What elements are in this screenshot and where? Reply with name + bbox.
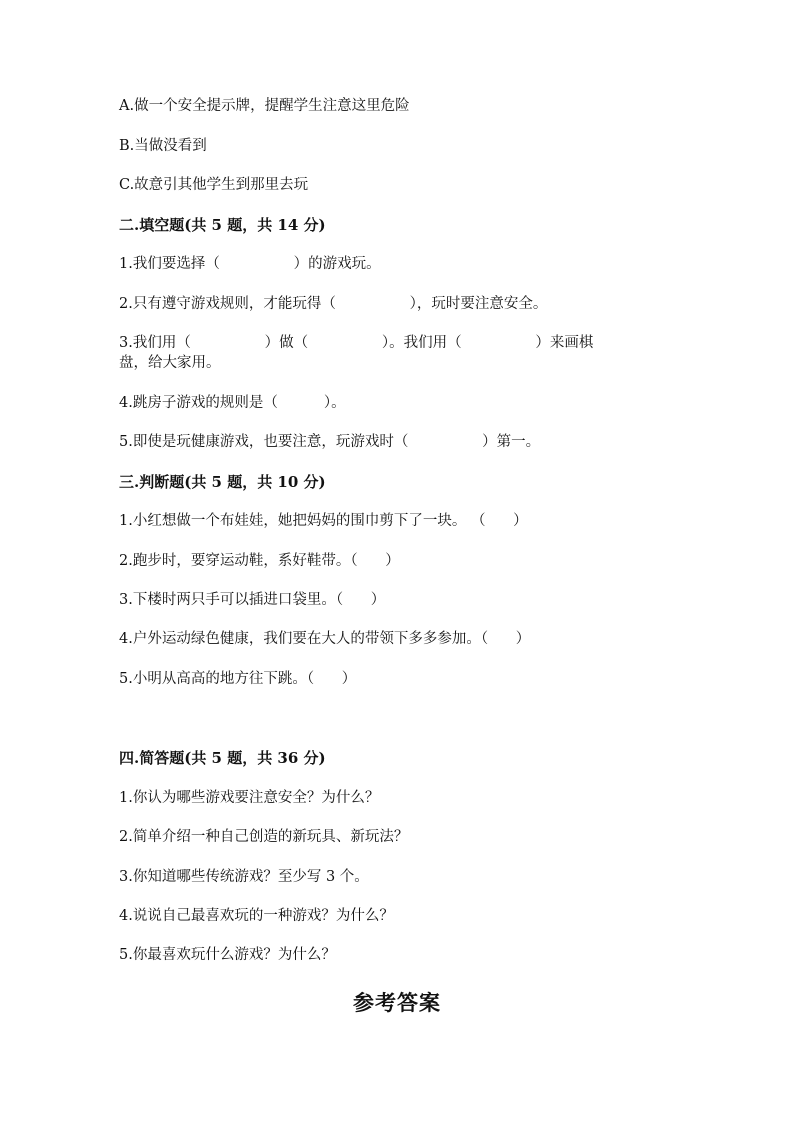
short-answer-question-3: 3.你知道哪些传统游戏？至少写 3 个。 (119, 869, 369, 885)
true-false-question-1: 1.小红想做一个布娃娃，她把妈妈的围巾剪下了一块。 （ ） (119, 513, 528, 529)
fill-in-question-1: 1.我们要选择（ ）的游戏玩。 (119, 256, 381, 272)
choice-option-c: C.故意引其他学生到那里去玩 (119, 177, 309, 193)
short-answer-question-1: 1.你认为哪些游戏要注意安全？为什么？ (119, 790, 380, 806)
true-false-question-4: 4.户外运动绿色健康，我们要在大人的带领下多多参加。（ ） (119, 631, 531, 647)
choice-option-b: B.当做没看到 (119, 138, 207, 154)
fill-in-question-5: 5.即使是玩健康游戏，也要注意，玩游戏时（ ）第一。 (119, 434, 541, 450)
fill-in-question-2: 2.只有遵守游戏规则，才能玩得（ ），玩时要注意安全。 (119, 296, 548, 312)
short-answer-question-5: 5.你最喜欢玩什么游戏？为什么？ (119, 947, 336, 963)
true-false-question-5: 5.小明从高高的地方往下跳。（ ） (119, 671, 357, 687)
fill-in-question-3-continued: 盘，给大家用。 (119, 355, 221, 371)
section-heading-short-answer: 四.简答题(共 5 题，共 36 分) (119, 749, 326, 767)
section-heading-fill-in: 二.填空题(共 5 题，共 14 分) (119, 216, 326, 234)
short-answer-question-4: 4.说说自己最喜欢玩的一种游戏？为什么？ (119, 908, 394, 924)
fill-in-question-4: 4.跳房子游戏的规则是（ ）。 (119, 395, 346, 411)
answer-key-title: 参考答案 (353, 990, 441, 1015)
short-answer-question-2: 2.简单介绍一种自己创造的新玩具、新玩法？ (119, 829, 409, 845)
true-false-question-3: 3.下楼时两只手可以插进口袋里。（ ） (119, 592, 386, 608)
fill-in-question-3: 3.我们用（ ）做（ ）。我们用（ ）来画棋 (119, 335, 594, 351)
section-heading-true-false: 三.判断题(共 5 题，共 10 分) (119, 473, 326, 491)
true-false-question-2: 2.跑步时，要穿运动鞋，系好鞋带。（ ） (119, 553, 400, 569)
choice-option-a: A.做一个安全提示牌，提醒学生注意这里危险 (119, 98, 410, 114)
